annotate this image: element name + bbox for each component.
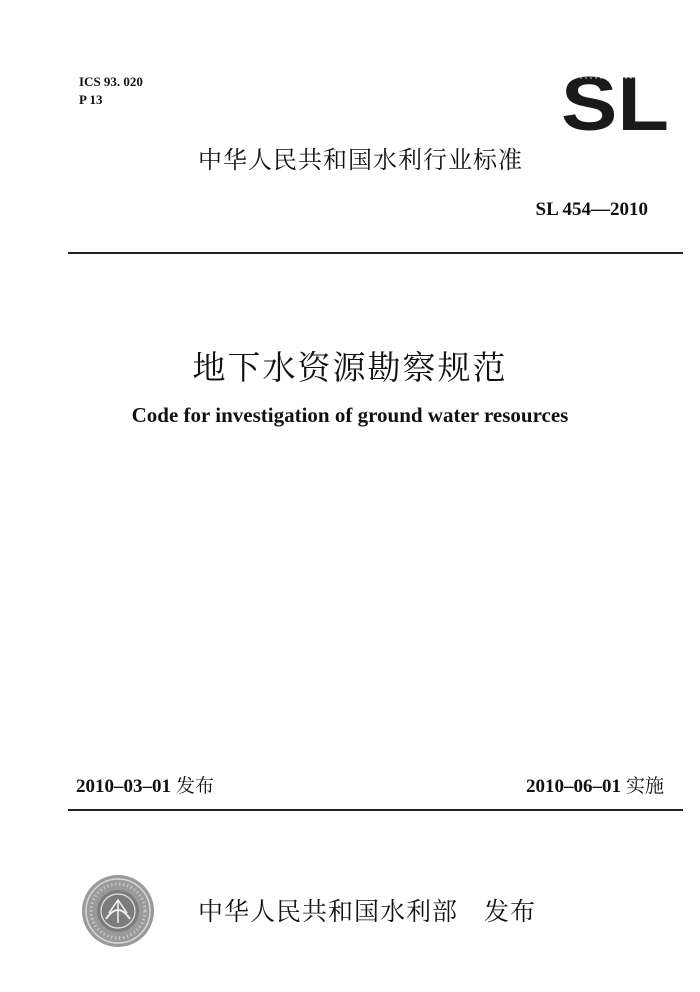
effective-date-block xyxy=(526,771,664,798)
sl-logo-text: SL xyxy=(561,70,669,134)
standard-number: SL 454—2010 xyxy=(535,199,648,220)
industry-standard-title: 中华人民共和国水利行业标准 xyxy=(198,146,523,174)
sl-logo-icon xyxy=(561,70,669,134)
issue-date: 2010–03–01 xyxy=(76,776,171,797)
ministry-seal-icon xyxy=(80,873,156,949)
document-title-english: Code for investigation of ground water resources xyxy=(131,403,569,427)
document-title-chinese: 地下水资源勘察规范 xyxy=(192,348,508,387)
publish-label: 发布 xyxy=(484,897,537,926)
effective-date: 2010–06–01 xyxy=(525,776,621,797)
issue-date-block xyxy=(76,771,214,798)
ics-code: ICS 93. 020 xyxy=(79,74,143,89)
bottom-divider xyxy=(68,809,683,811)
top-divider xyxy=(68,252,683,254)
effective-label: 实施 xyxy=(625,775,664,797)
ccs-code: P 13 xyxy=(79,92,103,107)
issue-label: 发布 xyxy=(176,775,215,797)
publisher-name: 中华人民共和国水利部 xyxy=(198,897,459,926)
publisher-line xyxy=(198,892,536,928)
classification-codes xyxy=(79,73,143,109)
